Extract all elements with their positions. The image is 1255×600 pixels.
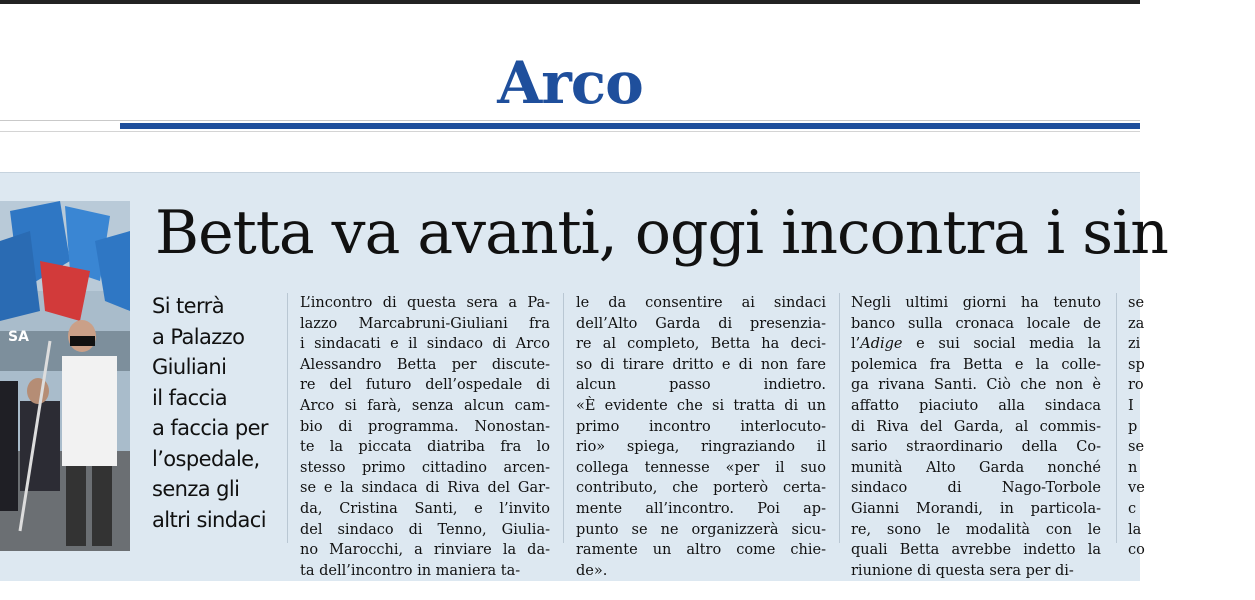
column-line: da, Cristina Santi, e l’invito: [300, 500, 550, 517]
section-title: Arco: [497, 49, 643, 117]
column-line: la: [1128, 521, 1142, 538]
column-line: alcun passo indietro.: [576, 377, 826, 394]
subhead-line: a faccia per: [152, 416, 268, 440]
article-panel: [0, 172, 1168, 581]
column-line: Alessandro Betta per discute-: [300, 356, 550, 373]
article-column-3: [851, 293, 1101, 581]
column-line: L’incontro di questa sera a Pa-: [300, 295, 550, 311]
column-line: n: [1128, 459, 1138, 476]
subhead-line: a Palazzo: [152, 324, 245, 349]
column-line: banco sulla cronaca locale de: [851, 315, 1101, 332]
column-line: quali Betta avrebbe indetto la: [851, 542, 1101, 559]
column-divider: [1116, 293, 1117, 543]
column-line: Arco si farà, senza alcun cam-: [300, 397, 550, 414]
column-line: ga rivana Santi. Ciò che non è: [851, 377, 1101, 394]
subhead-line: l’ospedale,: [152, 446, 260, 471]
column-line: sp: [1128, 356, 1145, 373]
column-line: sindaco di Nago-Torbole: [851, 480, 1101, 497]
column-line: sario straordinario della Co-: [851, 439, 1101, 456]
article-headline: Betta va avanti, oggi incontra i sin: [155, 198, 1168, 268]
column-line: stesso primo cittadino arcen-: [300, 459, 550, 476]
column-line: le da consentire ai sindaci: [576, 295, 826, 311]
column-line: mente all’incontro. Poi ap-: [576, 500, 826, 517]
column-line: ramente un altro come chie-: [576, 542, 826, 559]
column-line: ve: [1128, 480, 1145, 497]
column-line: «È evidente che si tratta di un: [576, 397, 826, 414]
column-line: Gianni Morandi, in particola-: [851, 500, 1101, 517]
column-line: lazzo Marcabruni-Giuliani fra: [300, 315, 550, 332]
column-line: te la piccata diatriba fra lo: [300, 439, 550, 456]
column-line: se: [1128, 295, 1145, 311]
column-line: dell’Alto Garda di presenzia-: [576, 315, 826, 332]
column-line: del sindaco di Tenno, Giulia-: [300, 521, 550, 538]
article-column-4: [1128, 293, 1168, 561]
column-line: collega tennesse «per il suo: [576, 459, 826, 476]
column-line: no Marocchi, a rinviare la da-: [300, 542, 550, 559]
column-line: riunione di questa sera per di-: [851, 562, 1074, 579]
column-line: rio» spiega, ringraziando il: [576, 439, 826, 456]
column-line: primo incontro interlocuto-: [576, 418, 826, 435]
flag-text: SA: [8, 329, 29, 345]
column-line: l’Adige e sui social media la: [851, 336, 1101, 353]
column-line: affatto piaciuto alla sindaca: [851, 397, 1101, 414]
header-rule-thin-lower: [0, 131, 1140, 132]
column-line: i sindacati e il sindaco di Arco: [300, 336, 550, 353]
column-line: re del futuro dell’ospedale di: [300, 377, 550, 394]
article-column-2: [576, 293, 826, 581]
subhead-line: Giuliani: [152, 355, 227, 379]
column-divider: [563, 293, 564, 543]
column-line: se: [1128, 439, 1145, 456]
column-line: zi: [1128, 336, 1141, 353]
column-line: so di tirare dritto e di non fare: [576, 356, 826, 373]
subhead-line: altri sindaci: [152, 507, 266, 532]
column-line: se e la sindaca di Riva del Gar-: [300, 480, 550, 497]
column-divider: [287, 293, 288, 543]
column-line: de».: [576, 562, 608, 579]
column-line: re, sono le modalità con le: [851, 521, 1101, 538]
article-column-1: [300, 293, 550, 581]
column-line: polemica fra Betta e la colle-: [851, 356, 1101, 373]
column-line: munità Alto Garda nonché: [851, 459, 1101, 476]
article-subhead: [152, 291, 280, 535]
subhead-line: Si terrà: [152, 294, 224, 318]
column-line: contributo, che porterò certa-: [576, 480, 826, 497]
header-rule-thin: [0, 120, 1140, 121]
top-border: [0, 0, 1140, 4]
subhead-line: senza gli: [152, 477, 240, 501]
column-line: p: [1128, 418, 1138, 435]
column-line: I: [1128, 397, 1134, 414]
column-line: ro: [1128, 377, 1144, 394]
column-line: bio di programma. Nonostan-: [300, 418, 550, 435]
column-line: ta dell’incontro in maniera ta-: [300, 562, 521, 579]
article-photo: [0, 201, 130, 551]
column-line: Negli ultimi giorni ha tenuto: [851, 295, 1101, 311]
column-line: di Riva del Garda, al commis-: [851, 418, 1101, 435]
column-line: punto se ne organizzerà sicu-: [576, 521, 826, 538]
column-line: re al completo, Betta ha deci-: [576, 336, 826, 353]
header-rule-blue: [120, 123, 1140, 129]
column-line: c: [1128, 500, 1137, 517]
subhead-line: il faccia: [152, 385, 228, 410]
protest-photo-illustration: [0, 201, 130, 551]
column-line: za: [1128, 315, 1145, 332]
column-line: co: [1128, 542, 1145, 559]
column-divider: [839, 293, 840, 543]
